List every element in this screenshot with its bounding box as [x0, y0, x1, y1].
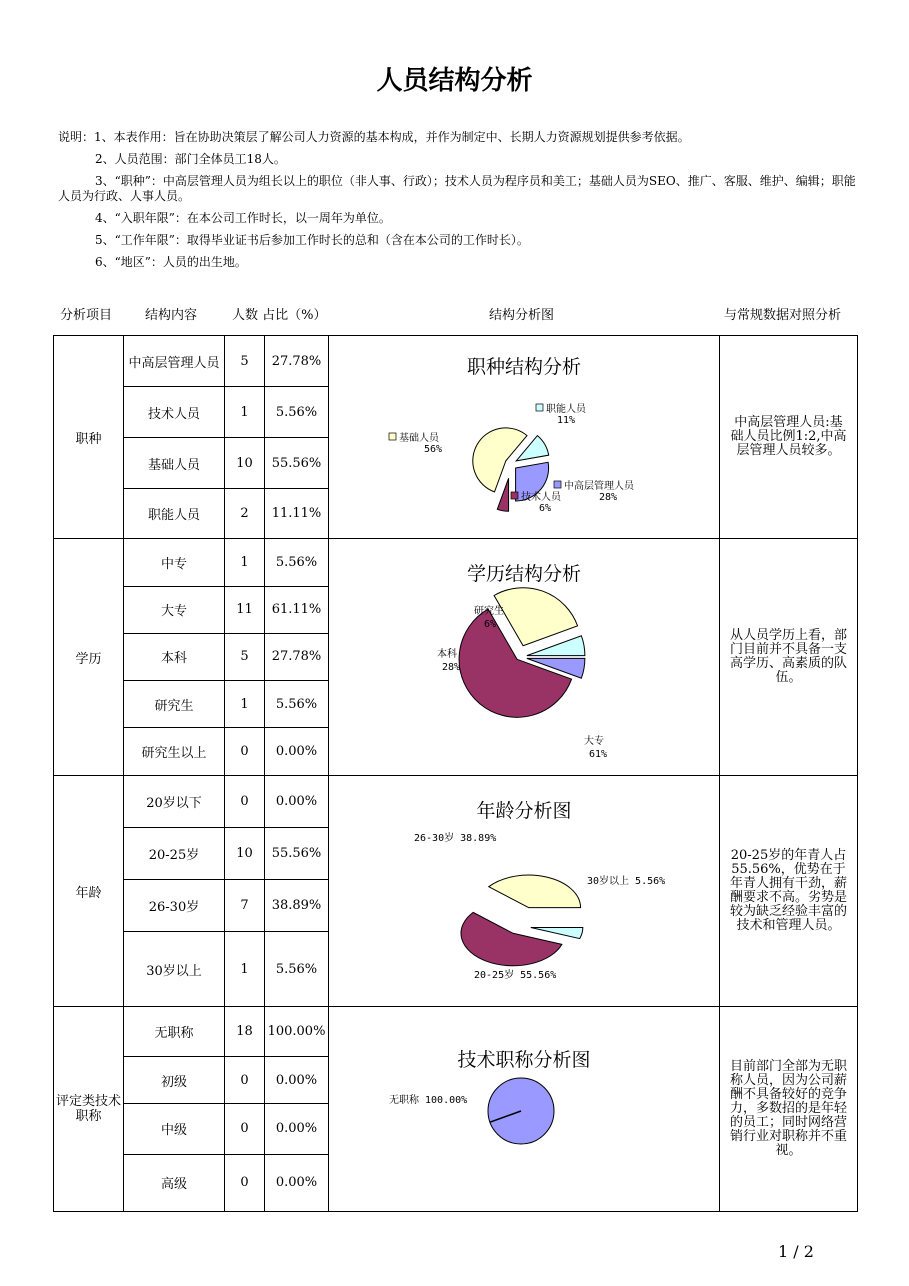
row-count: 5 [225, 633, 265, 681]
row-ratio: 0.00% [265, 1154, 329, 1211]
row-label: 技术人员 [124, 387, 225, 438]
pie-percent-label: 61% [589, 749, 608, 760]
legend-swatch [389, 433, 396, 440]
row-count: 0 [225, 1057, 265, 1104]
row-label: 无职称 [124, 1007, 225, 1057]
row-count: 11 [225, 586, 265, 633]
row-ratio: 0.00% [265, 1104, 329, 1154]
pie-slice [497, 478, 508, 511]
row-ratio: 61.11% [265, 586, 329, 633]
note-6: 6、“地区”：人员的出生地。 [95, 255, 247, 269]
pie-label: 本科 [437, 649, 457, 660]
row-label: 基础人员 [124, 438, 225, 489]
row-ratio: 100.00% [265, 1007, 329, 1057]
pie-label: 中高层管理人员 [564, 481, 634, 492]
legend-swatch [554, 481, 561, 488]
row-ratio: 55.56% [265, 438, 329, 489]
pie-percent-label: 6% [484, 619, 497, 630]
section-name-line: 评定类技术职称 [55, 1094, 121, 1124]
row-label: 初级 [124, 1057, 225, 1104]
row-ratio: 27.78% [265, 633, 329, 681]
pie-label: 基础人员 [399, 433, 439, 444]
row-count: 0 [225, 776, 265, 828]
row-count: 0 [225, 1104, 265, 1154]
row-count: 10 [225, 438, 265, 489]
row-label: 20岁以下 [124, 776, 225, 828]
row-count: 1 [225, 539, 265, 587]
row-count: 18 [225, 1007, 265, 1057]
note-1: 说明：1、本表作用：旨在协助决策层了解公司人力资源的基本构成，并作为制定中、长期人力资源规划提供参考依据。 [58, 130, 690, 144]
chart-cell [329, 336, 720, 539]
row-ratio: 27.78% [265, 336, 329, 387]
row-count: 7 [225, 879, 265, 931]
header-compare: 与常规数据对照分析 [724, 308, 842, 323]
section-name [54, 1007, 124, 1212]
page-number: 1 / 2 [778, 1242, 814, 1261]
pie-label: 无职称 100.00% [389, 1095, 468, 1106]
row-label: 研究生以上 [124, 728, 225, 776]
legend-swatch [511, 492, 518, 499]
analysis-table [53, 335, 858, 1212]
pie-slice [461, 912, 562, 965]
page-title: 人员结构分析 [376, 66, 533, 96]
pie-percent-label: 56% [424, 444, 443, 455]
row-label: 高级 [124, 1154, 225, 1211]
row-label: 研究生 [124, 681, 225, 728]
pie-label: 26-30岁 38.89% [414, 833, 497, 844]
row-count: 0 [225, 1154, 265, 1211]
row-label: 26-30岁 [124, 879, 225, 931]
analysis-note: 从人员学历上看，部门目前并不具备一支高学历、高素质的队伍。 [720, 539, 858, 776]
table-row [54, 776, 858, 828]
analysis-note: 20-25岁的年青人占55.56%，优势在于年青人拥有干劲，薪酬要求不高。劣势是较为缺乏经验丰富的技术和管理人员。 [720, 776, 858, 1007]
row-ratio: 0.00% [265, 776, 329, 828]
chart-title: 年龄分析图 [476, 800, 572, 822]
pie-label: 20-25岁 55.56% [474, 970, 557, 981]
row-label: 中高层管理人员 [124, 336, 225, 387]
notes [58, 130, 858, 277]
row-count: 10 [225, 828, 265, 879]
row-label: 大专 [124, 586, 225, 633]
pie-label: 研究生 [474, 606, 504, 617]
chart-cell [329, 1007, 720, 1212]
analysis-note: 目前部门全部为无职称人员，因为公司薪酬不具备较好的竞争力，多数招的是年轻的员工；同时网络营销行业对职称并不重视。 [720, 1007, 858, 1212]
chart-title: 学历结构分析 [466, 563, 581, 585]
row-ratio: 0.00% [265, 728, 329, 776]
pie-slice [489, 875, 581, 908]
pie-slice [494, 588, 578, 646]
pie-label: 大专 [584, 736, 604, 747]
row-ratio: 55.56% [265, 828, 329, 879]
row-label: 30岁以上 [124, 932, 225, 1007]
pie-percent-label: 28% [442, 662, 461, 673]
row-label: 本科 [124, 633, 225, 681]
header-content: 结构内容 [145, 308, 198, 323]
note-2: 2、人员范围：部门全体员工18人。 [95, 152, 286, 166]
legend-swatch [536, 404, 543, 411]
chart-cell [329, 776, 720, 1007]
pie-label: 职能人员 [546, 404, 586, 415]
table-row [54, 1007, 858, 1057]
header-count-ratio: 人数 占比（%） [232, 308, 327, 323]
pie-percent-label: 11% [557, 415, 576, 426]
row-ratio: 0.00% [265, 1057, 329, 1104]
row-count: 1 [225, 387, 265, 438]
pie-label: 30岁以上 5.56% [587, 876, 666, 887]
table-row [54, 336, 858, 387]
section-name: 年龄 [54, 776, 124, 1007]
row-count: 2 [225, 489, 265, 539]
row-ratio: 11.11% [265, 489, 329, 539]
row-ratio: 5.56% [265, 932, 329, 1007]
header-item: 分析项目 [60, 308, 113, 323]
note-4: 4、“入职年限”：在本公司工作时长，以一周年为单位。 [95, 211, 391, 225]
row-ratio: 5.56% [265, 539, 329, 587]
pie-slice [531, 927, 583, 938]
section-name: 职种 [54, 336, 124, 539]
row-ratio: 5.56% [265, 387, 329, 438]
section-name: 学历 [54, 539, 124, 776]
row-ratio: 38.89% [265, 879, 329, 931]
pie-percent-label: 6% [539, 503, 552, 514]
note-5: 5、“工作年限”：取得毕业证书后参加工作时长的总和（含在本公司的工作时长）。 [95, 233, 529, 247]
analysis-note: 中高层管理人员:基础人员比例1:2,中高层管理人员较多。 [720, 336, 858, 539]
row-ratio: 5.56% [265, 681, 329, 728]
row-count: 0 [225, 728, 265, 776]
pie-label: 技术人员 [521, 492, 561, 503]
row-count: 5 [225, 336, 265, 387]
pie-chart-title [329, 1007, 719, 1207]
row-label: 20-25岁 [124, 828, 225, 879]
pie-percent-label: 28% [599, 492, 618, 503]
row-label: 中级 [124, 1104, 225, 1154]
row-count: 1 [225, 932, 265, 1007]
chart-title: 职种结构分析 [466, 356, 581, 378]
chart-cell [329, 539, 720, 776]
chart-title: 技术职称分析图 [457, 1049, 591, 1071]
table-row [54, 539, 858, 587]
row-label: 中专 [124, 539, 225, 587]
row-label: 职能人员 [124, 489, 225, 539]
header-chart: 结构分析图 [489, 308, 555, 323]
note-3: 3、“职种”：中高层管理人员为组长以上的职位（非人事、行政）；技术人员为程序员和美工；基础人员为SEO、推广、客服、维护、编辑；职能人员为行政、人事人员。 [58, 174, 856, 203]
row-count: 1 [225, 681, 265, 728]
